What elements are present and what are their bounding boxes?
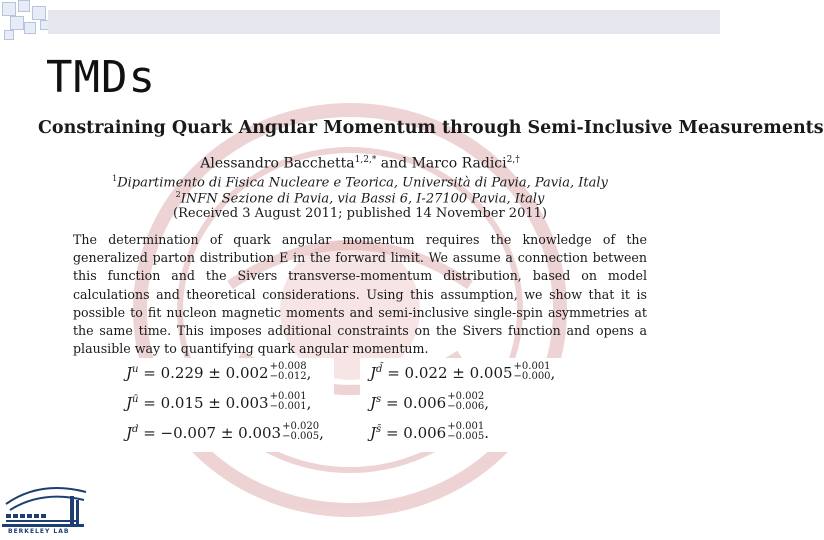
received-date: (Received 3 August 2011; published 14 November 2011): [173, 206, 547, 221]
equation-value: = 0.022 ± 0.005: [387, 364, 513, 382]
equation-row: $J^d = -0.007 \pm 0.003$ +0.020 −0.005 ,: [126, 421, 324, 442]
equation-row: $J^s = 0.006$ +0.002 −0.006 ,: [370, 391, 490, 412]
affiliation-marker: 2: [175, 190, 181, 199]
uncertainty-up: +0.002: [447, 391, 485, 402]
equation-row: $J^ū = 0.015 \pm 0.003$ +0.001 −0.001 ,: [126, 391, 312, 412]
uncertainty-down: −0.005: [282, 431, 320, 442]
uncertainty-up: +0.001: [447, 421, 485, 432]
slide-title: TMDs: [46, 52, 156, 103]
equation-value: = 0.015 ± 0.003: [143, 394, 269, 412]
paper-abstract: The determination of quark angular momentum requires the knowledge of the generalized parton distribution E in the forward limit. We assume a connection between this function and the Sivers transverse-momentum distribution, based on model calculations and theoretical considerations. Using this assumption, we show that it is possible to fit nucleon magnetic moments and semi-inclusive single-spin asymmetries at the same time. This imposes additional constraints on the Sivers function and opens a plausible way to quantifying quark angular momentum.: [73, 232, 647, 357]
equation-value: = 0.229 ± 0.002: [143, 364, 269, 382]
equation-value: = 0.006: [385, 394, 447, 412]
author-affil-marker: 2,†: [506, 155, 520, 165]
equation-value: = −0.007 ± 0.003: [143, 424, 282, 442]
affiliation-text: INFN Sezione di Pavia, via Bassi 6, I-27100 Pavia, Italy: [180, 191, 545, 207]
equation-row: $J^u = 0.229 \pm 0.002$ +0.008 −0.012 ,: [126, 361, 312, 382]
uncertainty-up: +0.001: [269, 391, 307, 402]
uncertainty-down: −0.012: [269, 371, 307, 382]
equations-left-box: [116, 358, 334, 452]
affiliation-marker: 1: [112, 174, 118, 183]
paper-authors: [0, 155, 720, 172]
affiliation-text: Dipartimento di Fisica Nucleare e Teorica, Università di Pavia, Pavia, Italy: [117, 175, 608, 191]
equation-value: = 0.006: [385, 424, 447, 442]
header-bar: [48, 10, 720, 34]
author-affil-marker: 1,2,*: [354, 155, 377, 165]
affiliation-line: [0, 174, 720, 190]
uncertainty-up: +0.020: [282, 421, 320, 432]
uncertainty-down: −0.000: [513, 371, 551, 382]
uncertainty-down: −0.001: [269, 401, 307, 412]
uncertainty-up: +0.001: [513, 361, 551, 372]
equation-row: $J^{s̄} = 0.006$ +0.001 −0.005 .: [370, 421, 490, 442]
uncertainty-down: −0.005: [447, 431, 485, 442]
author-conjunction: and: [376, 155, 412, 172]
equations-right-box: [360, 358, 568, 452]
uncertainty-up: +0.008: [269, 361, 307, 372]
affiliation-line: [0, 190, 720, 206]
paper-title: Constraining Quark Angular Momentum through Semi-Inclusive Measurements: [38, 118, 824, 138]
author-name: Alessandro Bacchetta: [200, 155, 355, 172]
logo-text: BERKELEY LAB: [8, 528, 70, 535]
author-name: Marco Radici: [411, 155, 507, 172]
equation-row: $J^{d̄} = 0.022 \pm 0.005$ +0.001 −0.000 ,: [370, 361, 556, 382]
uncertainty-down: −0.006: [447, 401, 485, 412]
